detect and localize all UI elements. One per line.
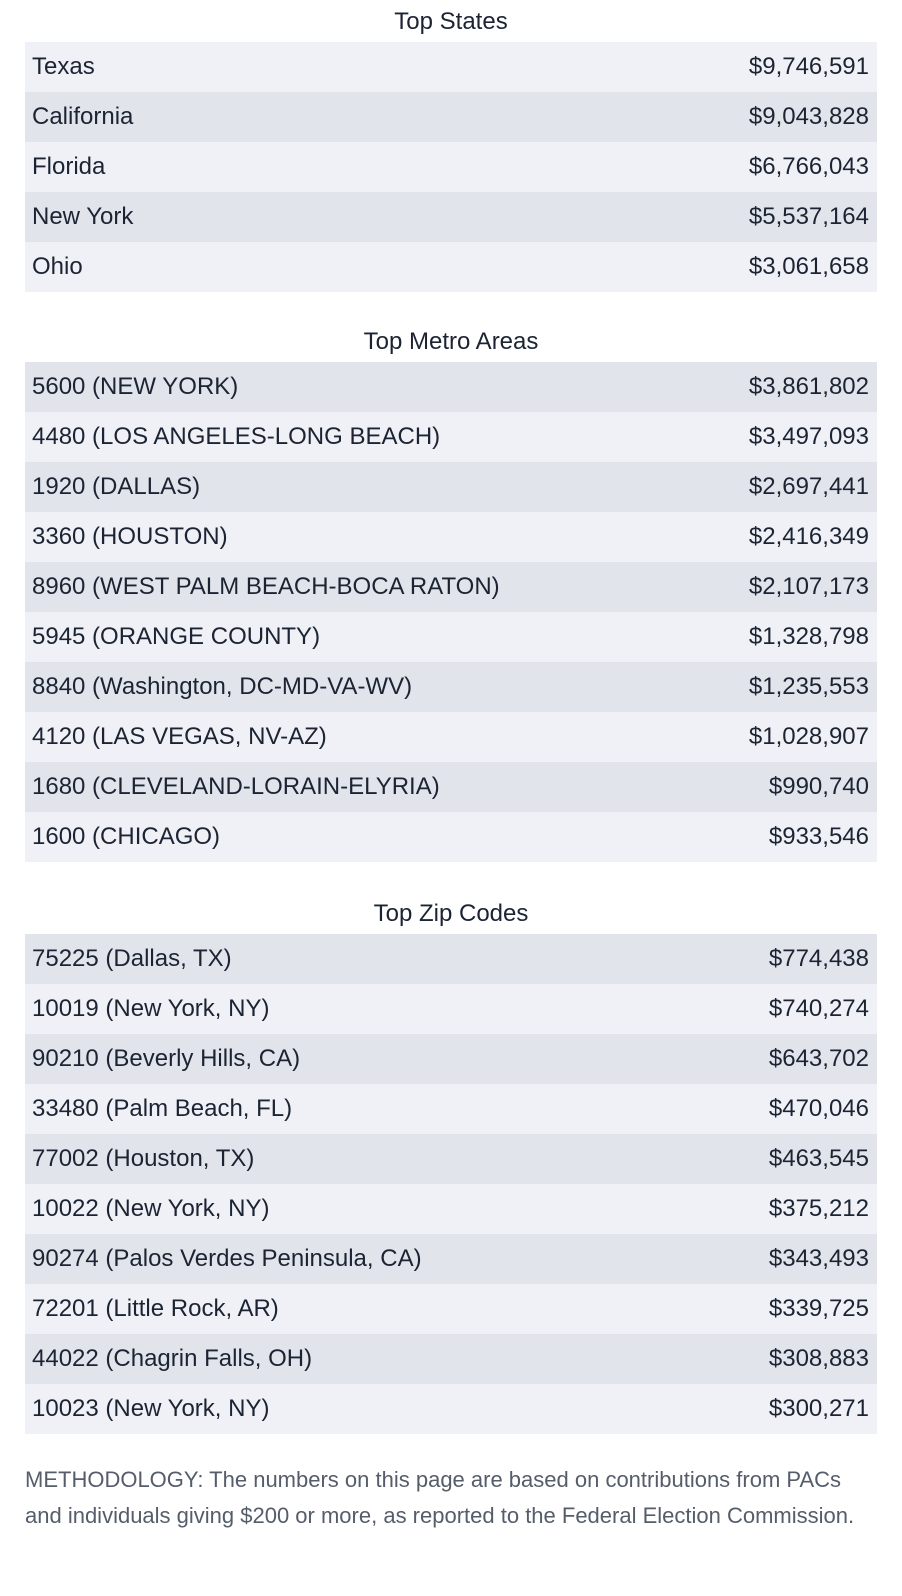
row-label: 4120 (LAS VEGAS, NV-AZ) (32, 723, 327, 750)
row-value: $3,861,802 (748, 373, 869, 400)
table-row (25, 192, 877, 242)
table-row (25, 1234, 877, 1284)
section-spacer (25, 862, 877, 892)
row-value: $5,537,164 (748, 203, 869, 230)
row-value: $463,545 (768, 1145, 869, 1172)
row-value: $1,235,553 (748, 673, 869, 700)
table-row (25, 812, 877, 862)
row-label: Ohio (32, 253, 83, 280)
row-value: $2,107,173 (748, 573, 869, 600)
row-label: 1680 (CLEVELAND-LORAIN-ELYRIA) (32, 773, 440, 800)
row-label: 75225 (Dallas, TX) (32, 945, 232, 972)
table-row (25, 1034, 877, 1084)
section-spacer (25, 292, 877, 320)
table-row (25, 42, 877, 92)
row-label: 8960 (WEST PALM BEACH-BOCA RATON) (32, 573, 500, 600)
row-value: $2,697,441 (748, 473, 869, 500)
top-metro-areas-table (25, 362, 877, 862)
table-row (25, 142, 877, 192)
table-row (25, 1184, 877, 1234)
row-value: $300,271 (768, 1395, 869, 1422)
row-label: 77002 (Houston, TX) (32, 1145, 255, 1172)
row-value: $308,883 (768, 1345, 869, 1372)
row-label: 8840 (Washington, DC-MD-VA-WV) (32, 673, 413, 700)
section-spacer (25, 1434, 877, 1460)
row-value: $375,212 (768, 1195, 869, 1222)
row-label: California (32, 103, 134, 130)
row-value: $643,702 (768, 1045, 869, 1072)
row-label: Florida (32, 153, 106, 180)
table-row (25, 1284, 877, 1334)
row-value: $933,546 (768, 823, 869, 850)
row-label: 1920 (DALLAS) (32, 473, 201, 500)
row-label: 72201 (Little Rock, AR) (32, 1295, 279, 1322)
row-value: $2,416,349 (748, 523, 869, 550)
table-row (25, 662, 877, 712)
row-label: 10022 (New York, NY) (32, 1195, 270, 1222)
table-row (25, 242, 877, 292)
row-value: $470,046 (768, 1095, 869, 1122)
table-row (25, 1134, 877, 1184)
row-label: Texas (32, 53, 95, 80)
table-row (25, 712, 877, 762)
table-row (25, 934, 877, 984)
table-row (25, 412, 877, 462)
table-row (25, 362, 877, 412)
row-label: 5600 (NEW YORK) (32, 373, 239, 400)
row-label: 5945 (ORANGE COUNTY) (32, 623, 321, 650)
table-row (25, 762, 877, 812)
row-label: 90210 (Beverly Hills, CA) (32, 1045, 301, 1072)
row-value: $740,274 (768, 995, 869, 1022)
row-value: $3,061,658 (748, 253, 869, 280)
top-metro-areas-title: Top Metro Areas (363, 328, 539, 355)
methodology-note: METHODOLOGY: The numbers on this page are based on contributions from PACs and individuals giving $200 or more, as reported to the Federal Election Commission. (25, 1467, 855, 1528)
table-row (25, 462, 877, 512)
row-value: $343,493 (768, 1245, 869, 1272)
row-label: New York (32, 203, 134, 230)
row-label: 44022 (Chagrin Falls, OH) (32, 1345, 313, 1372)
row-value: $9,043,828 (748, 103, 869, 130)
table-row (25, 1084, 877, 1134)
row-value: $339,725 (768, 1295, 869, 1322)
row-label: 90274 (Palos Verdes Peninsula, CA) (32, 1245, 422, 1272)
row-value: $990,740 (768, 773, 869, 800)
table-row (25, 984, 877, 1034)
row-label: 10023 (New York, NY) (32, 1395, 270, 1422)
top-zip-codes-title: Top Zip Codes (373, 900, 529, 927)
row-label: 4480 (LOS ANGELES-LONG BEACH) (32, 423, 441, 450)
table-row (25, 512, 877, 562)
row-value: $9,746,591 (748, 53, 869, 80)
table-row (25, 1334, 877, 1384)
row-label: 1600 (CHICAGO) (32, 823, 221, 850)
row-label: 33480 (Palm Beach, FL) (32, 1095, 293, 1122)
row-value: $6,766,043 (748, 153, 869, 180)
top-states-title: Top States (394, 8, 508, 35)
table-row (25, 1384, 877, 1434)
top-states-table (25, 42, 877, 292)
row-value: $1,028,907 (748, 723, 869, 750)
table-row (25, 562, 877, 612)
row-value: $774,438 (768, 945, 869, 972)
top-zip-codes-table (25, 934, 877, 1434)
table-row (25, 612, 877, 662)
row-value: $1,328,798 (748, 623, 869, 650)
row-value: $3,497,093 (748, 423, 869, 450)
row-label: 10019 (New York, NY) (32, 995, 270, 1022)
row-label: 3360 (HOUSTON) (32, 523, 228, 550)
table-row (25, 92, 877, 142)
